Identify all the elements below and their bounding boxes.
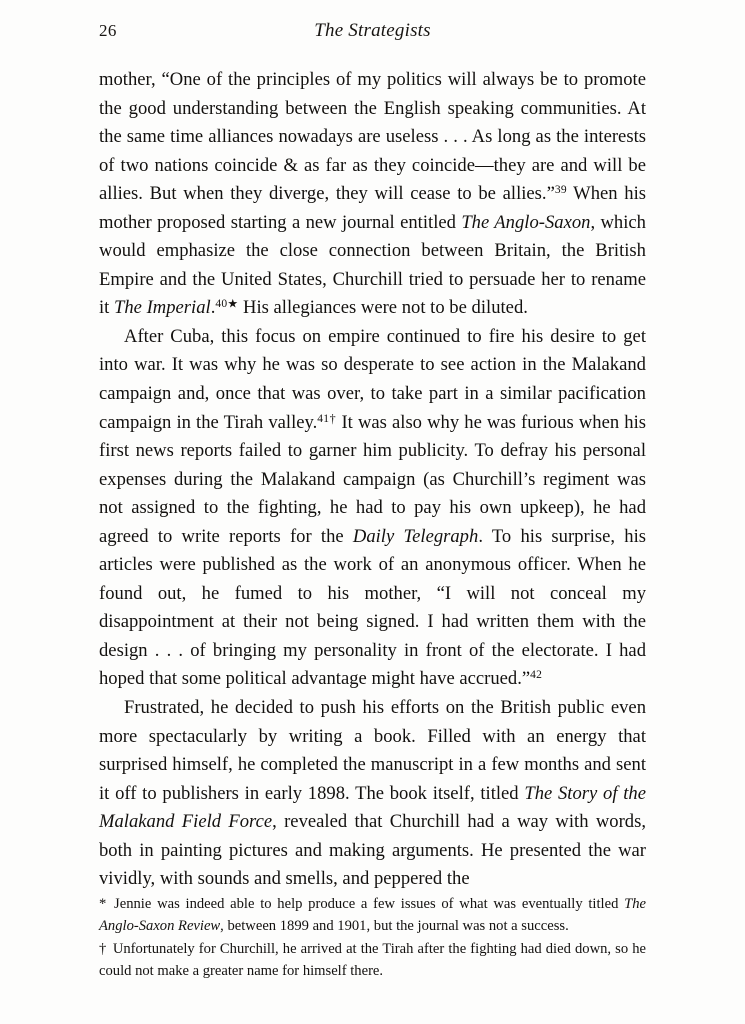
footnote-block — [99, 893, 646, 982]
body-paragraph: After Cuba, this focus on empire continued to fire his desire to get into war. It was why he was so desperate to see action in the Malakand campaign and, once that was over, to take part in a similar pacification campaign in the Tirah valley.$^{41\dagger}$ It was also why he was furious when his first news reports failed to garner him publicity. To defray his personal expenses during the Malakand campaign (as Churchill’s regiment was not assigned to the fighting, he had to pay his own upkeep), he had agreed to write reports for the Daily Telegraph. To his surprise, his articles were published as the work of an anonymous officer. When he found out, he fumed to his mother, “I will not conceal my disappointment at their not being signed. I had written them with the design . . . of bringing my personality in front of the electorate. I had hoped that some political advantage might have accrued.”$^{42}$ — [99, 325, 646, 690]
italic-title: The Imperial — [114, 297, 211, 319]
footnote-reference[interactable]: 39 — [554, 184, 567, 197]
italic-title: Daily Telegraph — [352, 525, 479, 547]
footnote-reference[interactable]: 40★ — [215, 296, 239, 311]
footnote-marker: † — [99, 940, 111, 957]
footnote-reference[interactable]: 42 — [530, 669, 543, 682]
body-paragraph: mother, “One of the principles of my politics will always be to promote the good understanding between the English speaking communities. At the same time alliances nowadays are useless . . . As long as the interests of two nations coincide & as far as they coincide—they are and will be allies. But when they diverge, they will cease to be allies.”$^{39}$ When his mother proposed starting a new journal entitled The Anglo-Saxon, which would emphasize the close connection between Britain, the British Empire and the United States, Churchill tried to persuade her to rename it The Imperial.$^{40★}$ His allegiances were not to be diluted. — [99, 69, 646, 319]
footnote-reference[interactable]: 41† — [317, 411, 337, 426]
italic-title: The Story of the Malakand Field Force — [99, 782, 646, 833]
footnote-symbol-marker[interactable]: ★ — [227, 296, 239, 311]
footnote-marker: * — [99, 896, 113, 912]
body-text-block — [99, 66, 646, 894]
page-number: 26 — [99, 21, 117, 40]
running-head-title: The Strategists — [314, 20, 431, 41]
footnote-symbol-marker[interactable]: † — [329, 411, 337, 426]
italic-title: The Anglo-Saxon — [461, 211, 591, 233]
italic-title: The Anglo-Saxon Review — [99, 896, 646, 935]
footnote: † Unfortunately for Churchill, he arrived at the Tirah after the fighting had died down, so he could not make a greater name for himself there. — [99, 940, 646, 979]
footnote: * Jennie was indeed able to help produce a few issues of what was eventually titled The Anglo-Saxon Review, between 1899 and 1901, but the journal was not a success. — [99, 896, 646, 935]
running-head — [99, 21, 646, 47]
body-paragraph: Frustrated, he decided to push his efforts on the British public even more spectacularly by writing a book. Filled with an energy that surprised himself, he completed the manuscript in a few months and sent it off to publishers in early 1898. The book itself, titled The Story of the Malakand Field Force, revealed that Churchill had a way with words, both in painting pictures and making arguments. He presented the war vividly, with sounds and smells, and peppered the — [99, 697, 646, 890]
